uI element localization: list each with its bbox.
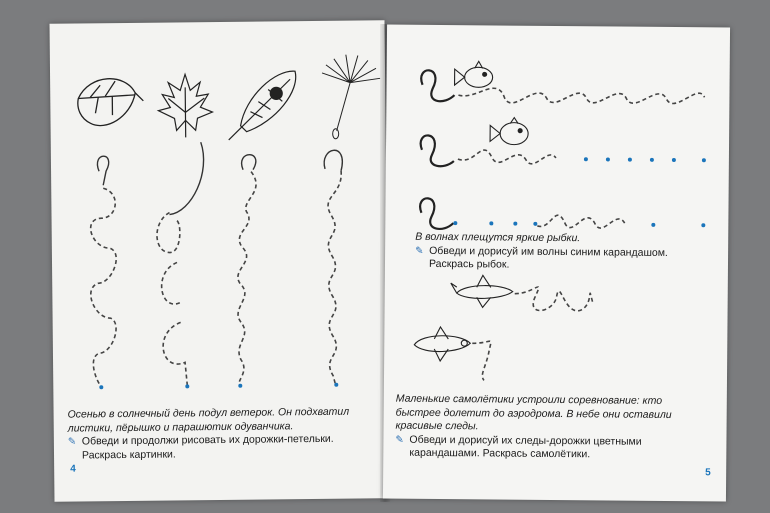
fish-icon	[455, 61, 493, 87]
airplane-icon	[414, 327, 470, 361]
maple-leaf-icon	[158, 74, 213, 138]
loop-starters	[420, 70, 455, 229]
pencil-icon: ✎	[415, 245, 424, 257]
fish-story	[415, 231, 720, 274]
plane-story	[395, 393, 716, 463]
story-line: Осенью в солнечный день подул ветерок. Он подхватил	[67, 405, 350, 421]
airplane-icon	[451, 275, 513, 308]
feather-icon	[228, 71, 296, 140]
story-line: быстрее долетит до аэродрома. В небе они оставили	[395, 406, 672, 421]
page-number: 5	[705, 467, 711, 479]
page-number: 4	[70, 463, 76, 475]
task-text: Обведи и дорисуй их следы-дорожки цветными	[409, 433, 642, 448]
task-text: Раскрась картинки.	[81, 447, 176, 461]
story-line: красивые следы.	[395, 419, 479, 433]
left-page	[50, 20, 390, 501]
left-story	[68, 405, 379, 462]
task-text: Обведи и продолжи рисовать их дорожки-петельки.	[81, 432, 334, 448]
task-text: Обведи и дорисуй им волны синим карандашом.	[429, 244, 668, 259]
fish-icon	[490, 117, 528, 144]
tracing-loops	[97, 141, 343, 216]
story-line: листики, пёрышко и парашютик одуванчика.	[67, 419, 294, 435]
task-text: карандашами. Раскрась самолётики.	[409, 446, 591, 461]
task-text: Раскрась рыбок.	[428, 257, 510, 271]
story-line: Маленькие самолётики устроили соревнование: кто	[395, 392, 663, 407]
dandelion-seed-icon	[322, 54, 381, 139]
right-page	[383, 25, 730, 502]
leaf-icon	[78, 78, 144, 125]
pencil-icon: ✎	[67, 436, 77, 448]
story-line: В волнах плещутся яркие рыбки.	[415, 230, 581, 245]
pencil-icon: ✎	[395, 434, 404, 446]
